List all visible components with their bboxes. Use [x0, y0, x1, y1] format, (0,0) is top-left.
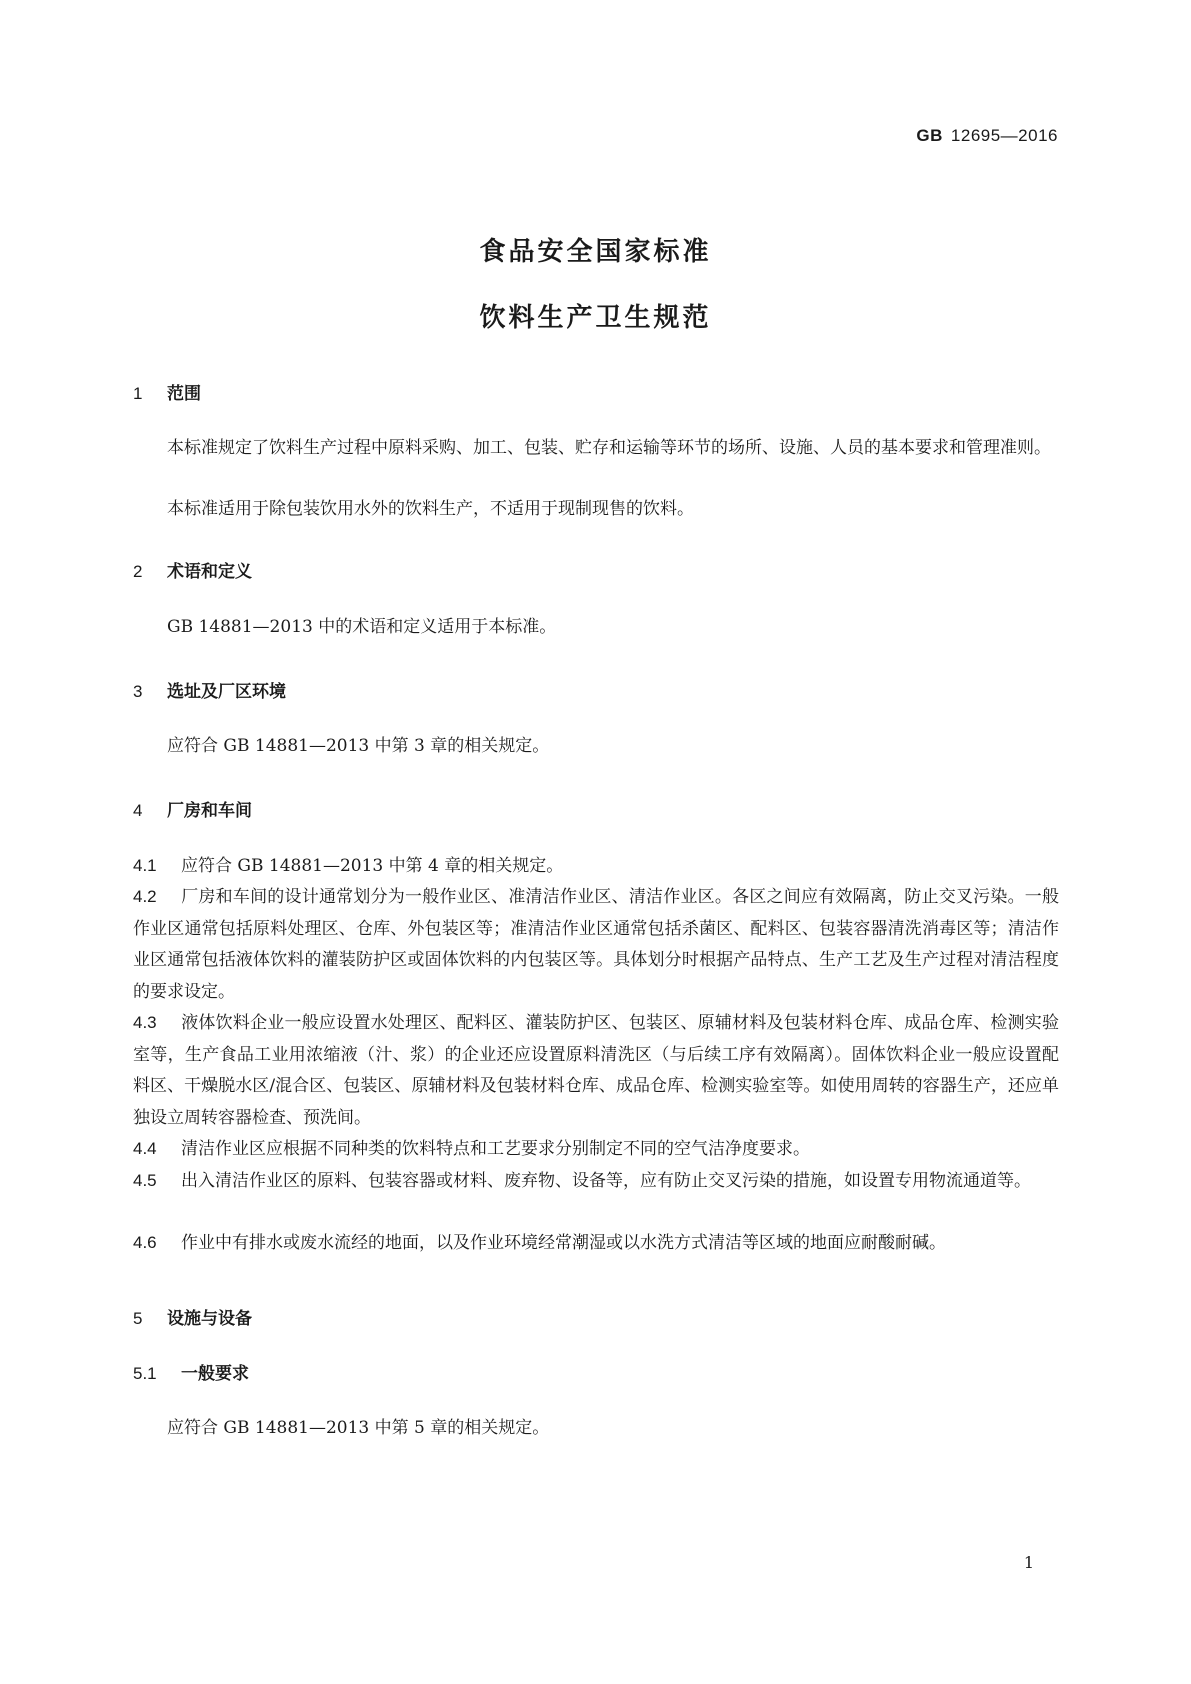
clause-number: 4.2	[133, 887, 157, 906]
clause-text: 厂房和车间的设计通常划分为一般作业区、准清洁作业区、清洁作业区。各区之间应有效隔离，防止交叉污染。一般作业区通常包括原料处理区、仓库、外包装区等；准清洁作业区通常包括杀菌区、配料区、包装容器清洗消毒区等；清洁作业区通常包括液体饮料的灌装防护区或固体饮料的内包装区等。具体划分时根据产品特点、生产工艺及生产过程对清洁程度的要求设定。	[133, 887, 1059, 1002]
section-title: 选址及厂区环境	[167, 682, 286, 702]
section-heading-3	[133, 677, 286, 702]
section-title: 厂房和车间	[167, 801, 252, 821]
section-heading-4	[133, 796, 252, 821]
paragraph-site: 应符合 GB 14881—2013 中第 3 章的相关规定。	[167, 736, 550, 756]
section-number: 1	[133, 384, 143, 403]
section-number: 4	[133, 801, 143, 820]
section-title: 术语和定义	[167, 562, 252, 582]
paragraph-terms: GB 14881—2013 中的术语和定义适用于本标准。	[167, 617, 557, 637]
clause-number: 4.6	[133, 1233, 157, 1252]
subsection-heading-5-1	[133, 1359, 249, 1384]
clause-text: 清洁作业区应根据不同种类的饮料特点和工艺要求分别制定不同的空气洁净度要求。	[181, 1139, 810, 1159]
standard-prefix: GB	[916, 126, 943, 145]
clause-number: 4.4	[133, 1139, 157, 1158]
section-heading-1	[133, 379, 201, 404]
clause-text: 液体饮料企业一般应设置水处理区、配料区、灌装防护区、包装区、原辅材料及包装材料仓库、成品仓库、检测实验室等，生产食品工业用浓缩液（汁、浆）的企业还应设置原料清洗区（与后续工序有效隔离）。固体饮料企业一般应设置配料区、干燥脱水区/混合区、包装区、原辅材料及包装材料仓库、成品仓库、检测实验室等。如使用周转的容器生产，还应单独设立周转容器检查、预洗间。	[133, 1013, 1059, 1128]
clause-4-6	[133, 1227, 1059, 1260]
page-number: 1	[1023, 1553, 1034, 1572]
clause-number: 4.3	[133, 1013, 157, 1032]
clause-4-5	[133, 1165, 1059, 1198]
clause-number: 4.5	[133, 1171, 157, 1190]
document-title-line1: 食品安全国家标准	[479, 237, 712, 267]
clause-text: 出入清洁作业区的原料、包装容器或材料、废弃物、设备等，应有防止交叉污染的措施，如设置专用物流通道等。	[181, 1171, 1031, 1191]
clause-text: 作业中有排水或废水流经的地面，以及作业环境经常潮湿或以水洗方式清洁等区域的地面应耐酸耐碱。	[181, 1233, 946, 1253]
paragraph-scope-2: 本标准适用于除包装饮用水外的饮料生产，不适用于现制现售的饮料。	[167, 499, 694, 519]
standard-number	[916, 126, 1058, 146]
paragraph-scope-1: 本标准规定了饮料生产过程中原料采购、加工、包装、贮存和运输等环节的场所、设施、人员的基本要求和管理准则。	[167, 438, 1051, 458]
section-number: 3	[133, 682, 143, 701]
clause-number: 4.1	[133, 856, 157, 875]
subsection-number: 5.1	[133, 1364, 157, 1383]
section-heading-5	[133, 1304, 252, 1329]
clause-4-1	[133, 850, 1059, 883]
paragraph-general-requirements: 应符合 GB 14881—2013 中第 5 章的相关规定。	[167, 1418, 550, 1438]
clause-4-2	[133, 881, 1059, 1008]
section-number: 5	[133, 1309, 143, 1328]
document-title-line2: 饮料生产卫生规范	[479, 303, 712, 333]
section-title: 范围	[167, 384, 201, 404]
section-number: 2	[133, 562, 143, 581]
clause-4-4	[133, 1133, 1059, 1166]
section-heading-2	[133, 557, 252, 582]
subsection-title: 一般要求	[181, 1364, 249, 1384]
standard-code: 12695—2016	[950, 126, 1058, 145]
clause-text: 应符合 GB 14881—2013 中第 4 章的相关规定。	[181, 856, 564, 876]
clause-4-3	[133, 1007, 1059, 1134]
section-title: 设施与设备	[167, 1309, 252, 1329]
